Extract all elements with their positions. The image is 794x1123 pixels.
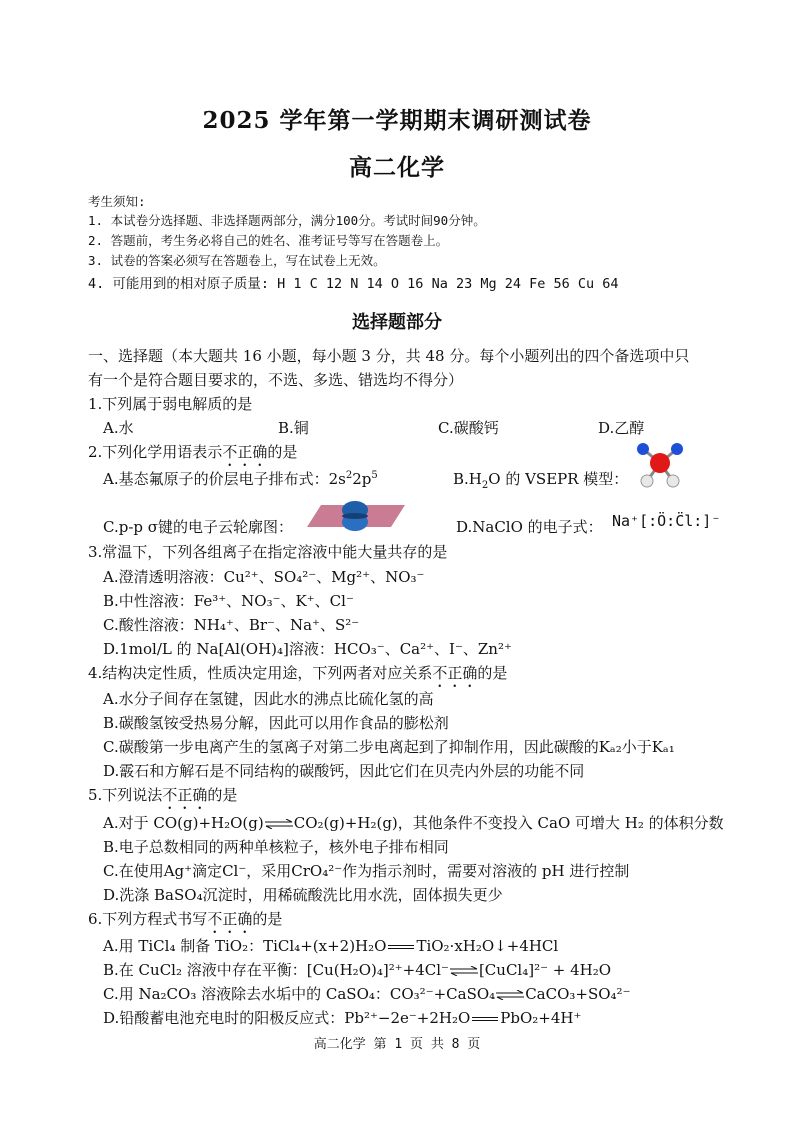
- notice-item: 3. 试卷的答案必须写在答题卷上，写在试卷上无效。: [88, 253, 386, 268]
- sigma-bond-orbital-icon: [307, 497, 405, 535]
- q5-option-d: D.洗涤 BaSO₄沉淀时，用稀硫酸洗比用水洗，固体损失更少: [103, 886, 503, 904]
- q3-option-c: C.酸性溶液：NH₄⁺、Br⁻、Na⁺、S²⁻: [103, 616, 360, 634]
- section-intro: 有一个是符合题目要求的，不选、多选、错选均不得分）: [88, 371, 464, 389]
- naclo-electron-formula: Na⁺[:Ö:C̈l:]⁻: [612, 512, 721, 530]
- q2-option-d: D.NaClO 的电子式：: [456, 518, 603, 536]
- q4-option-c: C.碳酸第一步电离产生的氢离子对第二步电离起到了抑制作用，因此碳酸的Kₐ₂小于Kₐ₁: [103, 738, 675, 756]
- question-5-stem: 5.下列说法不正确的是: [88, 786, 238, 804]
- vsepr-model-icon: [633, 441, 687, 493]
- q6-option-b: B.在 CuCl₂ 溶液中存在平衡：[Cu(H₂O)₄]²⁺+4Cl⁻ [CuCl₄]²⁻ + 4H₂O: [103, 961, 612, 979]
- question-1-stem: 1.下列属于弱电解质的是: [88, 395, 253, 413]
- q2-option-a: A.基态氟原子的价层电子排布式：$2s^22p^5$: [103, 470, 378, 488]
- q3-option-a: A.澄清透明溶液：Cu²⁺、SO₄²⁻、Mg²⁺、NO₃⁻: [103, 568, 425, 586]
- q2-option-b: $B.H_2O$ 的 VSEPR 模型：: [453, 470, 629, 491]
- reversible-arrow-icon: [449, 966, 479, 976]
- question-6-stem: 6.下列方程式书写不正确的是: [88, 910, 283, 928]
- reversible-arrow-icon: [264, 819, 294, 829]
- equals-sign-icon: [470, 1014, 500, 1024]
- page-footer: 高二化学 第 1 页 共 8 页: [313, 1037, 481, 1052]
- notice-item: 2. 答题前，考生务必将自己的姓名、准考证号等写在答题卷上。: [88, 233, 449, 248]
- q5-option-a: A.对于 CO(g)+H₂O(g) CO₂(g)+H₂(g)，其他条件不变投入 CaO 可增大 H₂ 的体积分数: [103, 814, 724, 832]
- q4-option-b: B.碳酸氢铵受热易分解，因此可以用作食品的膨松剂: [103, 714, 449, 732]
- section-intro: 一、选择题（本大题共 16 小题，每小题 3 分，共 48 分。每个小题列出的四个备选项中只: [88, 347, 690, 365]
- notice-heading: 考生须知:: [88, 194, 146, 209]
- exam-subject: 高二化学: [349, 154, 445, 181]
- question-4-stem: 4.结构决定性质，性质决定用途，下列两者对应关系不正确的是: [88, 664, 508, 682]
- q3-option-b: B.中性溶液：Fe³⁺、NO₃⁻、K⁺、Cl⁻: [103, 592, 354, 610]
- q1-option-b: B.铜: [278, 419, 309, 437]
- section-title: 选择题部分: [352, 312, 442, 333]
- question-3-stem: 3.常温下，下列各组离子在指定溶液中能大量共存的是: [88, 543, 448, 561]
- q1-option-d: D.乙醇: [598, 419, 645, 437]
- q6-option-c: C.用 Na₂CO₃ 溶液除去水垢中的 CaSO₄：CO₃²⁻+CaSO₄ CaCO₃+SO₄²⁻: [103, 985, 631, 1003]
- q1-option-c: C.碳酸钙: [438, 419, 499, 437]
- equals-sign-icon: [386, 942, 416, 952]
- q3-option-d: D.1mol/L 的 Na[Al(OH)₄]溶液：HCO₃⁻、Ca²⁺、I⁻、Zn²⁺: [103, 640, 512, 658]
- q2-option-c: C.p-p σ键的电子云轮廓图：: [103, 518, 293, 536]
- q5-option-b: B.电子总数相同的两种单核粒子，核外电子排布相同: [103, 838, 449, 856]
- notice-item: 1. 本试卷分选择题、非选择题两部分，满分100分。考试时间90分钟。: [88, 213, 486, 228]
- exam-title: 2025 学年第一学期期末调研测试卷: [202, 107, 592, 134]
- q6-option-a: A.用 TiCl₄ 制备 TiO₂：TiCl₄+(x+2)H₂O TiO₂·xH₂O↓+4HCl: [103, 937, 559, 955]
- q4-option-d: D.霰石和方解石是不同结构的碳酸钙，因此它们在贝壳内外层的功能不同: [103, 762, 585, 780]
- q6-option-d: D.铅酸蓄电池充电时的阳极反应式：Pb²⁺−2e⁻+2H₂O PbO₂+4H⁺: [103, 1009, 582, 1027]
- question-2-stem: 2.下列化学用语表示不正确的是: [88, 443, 298, 461]
- q5-option-c: C.在使用Ag⁺滴定Cl⁻，采用CrO₄²⁻作为指示剂时，需要对溶液的 pH 进行控制: [103, 862, 630, 880]
- notice-item: 4. 可能用到的相对原子质量: H 1 C 12 N 14 O 16 Na 23 Mg 24 Fe 56 Cu 64: [88, 276, 619, 292]
- q4-option-a: A.水分子间存在氢键，因此水的沸点比硫化氢的高: [103, 690, 434, 708]
- reversible-arrow-icon: [495, 990, 525, 1000]
- q1-option-a: A.水: [103, 419, 134, 437]
